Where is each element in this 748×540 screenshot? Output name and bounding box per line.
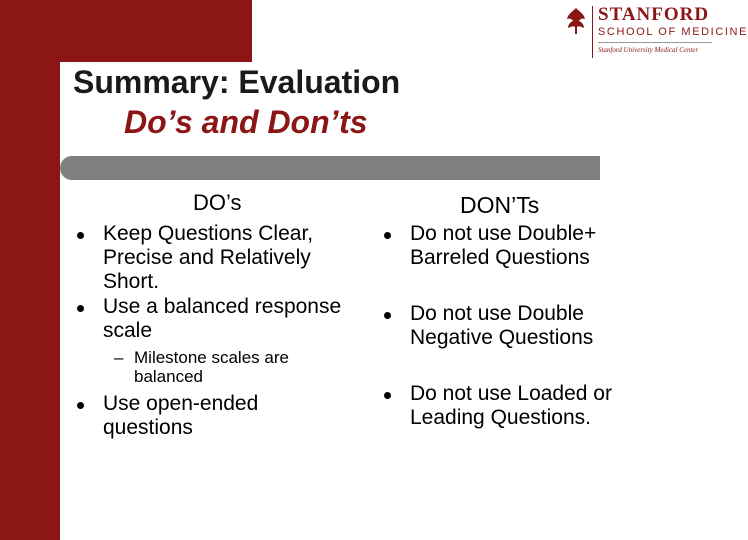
dos-item [103, 222, 353, 294]
donts-item [410, 222, 660, 270]
tree-icon [564, 6, 588, 36]
left-brand-bar [0, 0, 60, 540]
logo-divider [592, 6, 593, 58]
dos-sub-item-text: Milestone scales are balanced [134, 348, 289, 386]
bullet-icon [77, 232, 84, 239]
stanford-logo [562, 4, 748, 64]
top-brand-block [0, 0, 252, 62]
dos-item [103, 295, 353, 343]
slide-title: Summary: Evaluation [73, 64, 401, 100]
slide-subtitle: Do’s and Don’ts [124, 104, 368, 140]
dash-icon: – [114, 348, 124, 367]
donts-item [410, 302, 660, 350]
dos-item-text: Keep Questions Clear, Precise and Relatively Short. [103, 222, 314, 293]
donts-item-text: Do not use Double+ Barreled Questions [410, 222, 597, 269]
bullet-icon [384, 312, 391, 319]
donts-item [410, 382, 660, 430]
logo-center: Stanford University Medical Center [598, 46, 699, 54]
donts-heading: DON’Ts [460, 192, 540, 218]
donts-item-text: Do not use Loaded or Leading Questions. [410, 382, 612, 429]
donts-item-text: Do not use Double Negative Questions [410, 302, 594, 349]
dos-item [103, 392, 353, 440]
dos-heading: DO’s [193, 190, 242, 215]
dos-sub-item [114, 348, 349, 386]
dos-item-text: Use open-ended questions [103, 392, 259, 439]
bullet-icon [77, 402, 84, 409]
logo-rule [598, 42, 712, 43]
bullet-icon [77, 305, 84, 312]
title-rule [60, 156, 600, 180]
logo-school: SCHOOL OF MEDICINE [598, 26, 748, 38]
bullet-icon [384, 232, 391, 239]
logo-name: STANFORD [598, 4, 710, 25]
dos-item-text: Use a balanced response scale [103, 295, 342, 342]
bullet-icon [384, 392, 391, 399]
